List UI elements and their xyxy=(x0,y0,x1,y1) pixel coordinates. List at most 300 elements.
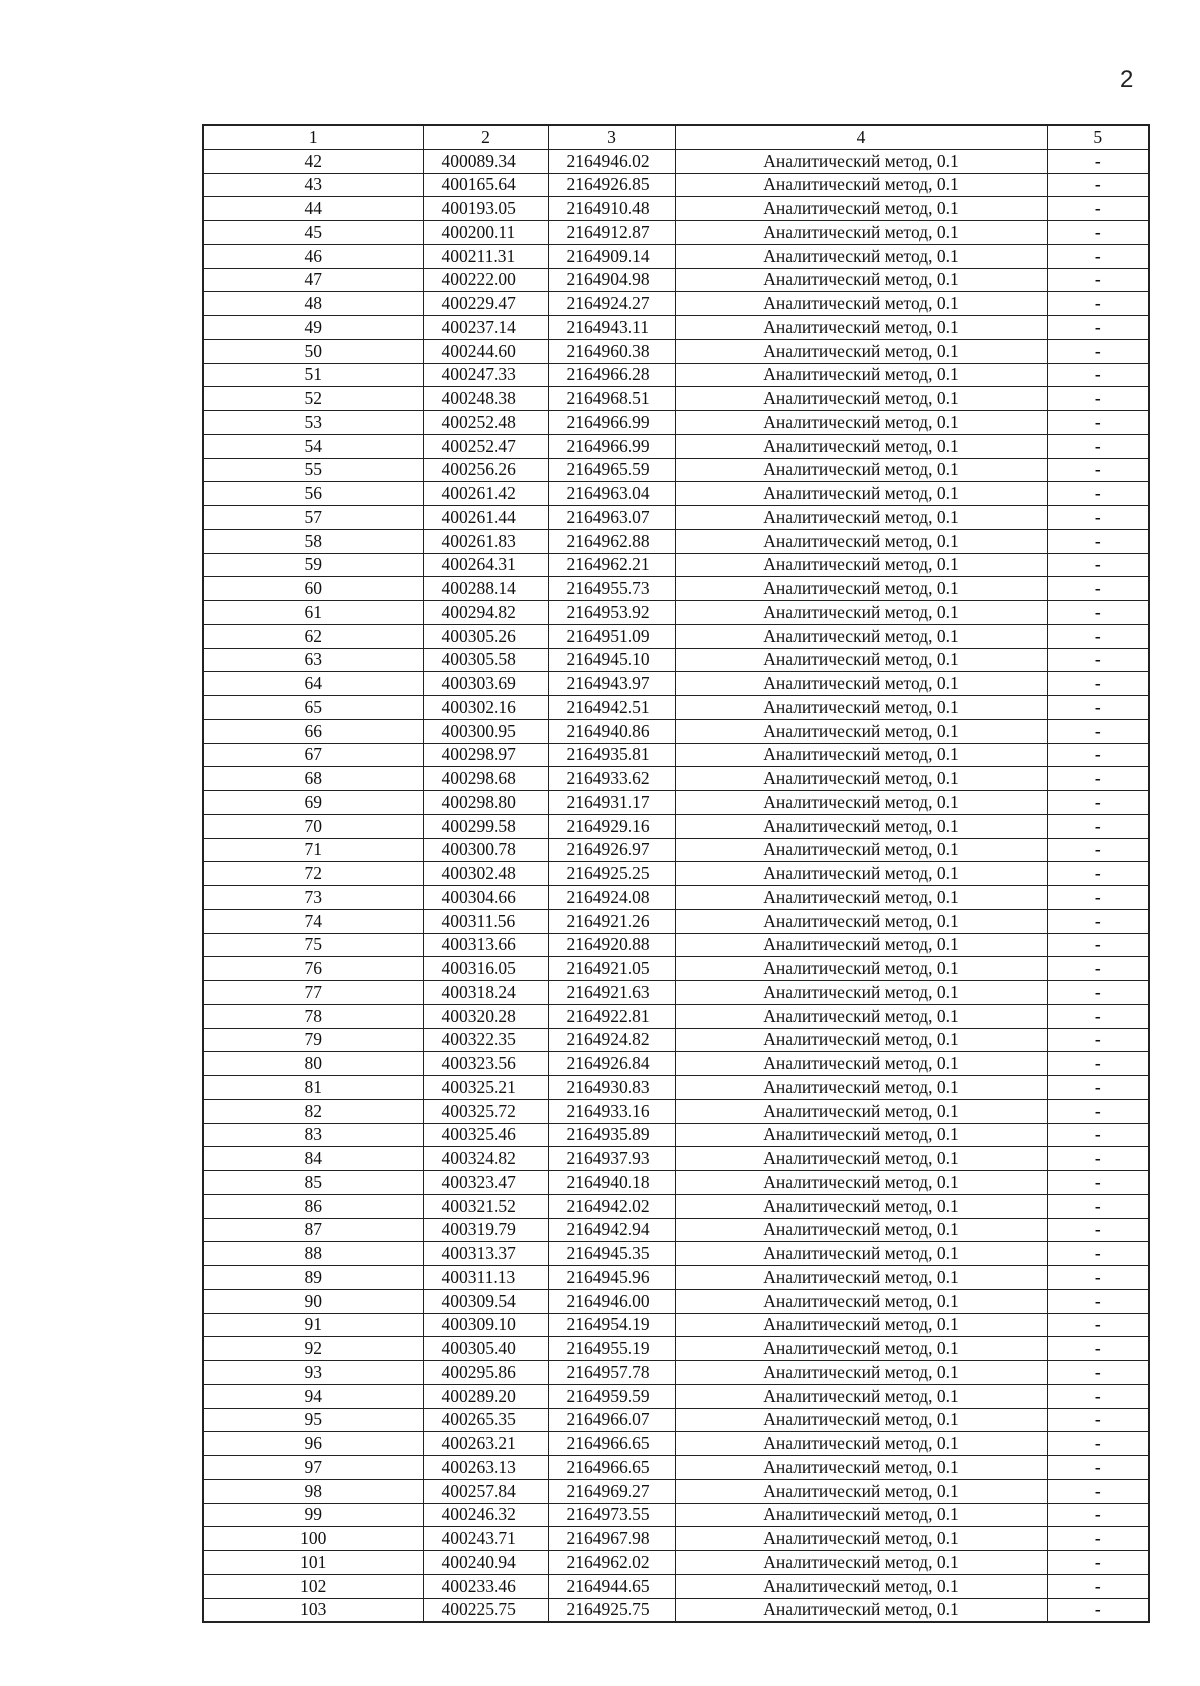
y-coordinate-cell: 2164940.18 xyxy=(548,1171,675,1195)
table-row xyxy=(203,648,1149,672)
note-cell: - xyxy=(1047,1289,1149,1313)
y-coordinate-cell: 2164921.26 xyxy=(548,909,675,933)
note-cell: - xyxy=(1047,1004,1149,1028)
y-coordinate-cell: 2164960.38 xyxy=(548,339,675,363)
point-number-cell: 64 xyxy=(203,672,423,696)
point-number-cell: 49 xyxy=(203,316,423,340)
y-coordinate-cell: 2164955.19 xyxy=(548,1337,675,1361)
x-coordinate-cell: 400324.82 xyxy=(423,1147,548,1171)
method-cell: Аналитический метод, 0.1 xyxy=(675,244,1047,268)
note-cell: - xyxy=(1047,339,1149,363)
table-row xyxy=(203,458,1149,482)
note-cell: - xyxy=(1047,648,1149,672)
point-number-cell: 62 xyxy=(203,624,423,648)
method-cell: Аналитический метод, 0.1 xyxy=(675,1456,1047,1480)
method-cell: Аналитический метод, 0.1 xyxy=(675,553,1047,577)
y-coordinate-cell: 2164933.16 xyxy=(548,1099,675,1123)
x-coordinate-cell: 400244.60 xyxy=(423,339,548,363)
column-header: 4 xyxy=(675,125,1047,149)
note-cell: - xyxy=(1047,506,1149,530)
table-row xyxy=(203,1194,1149,1218)
point-number-cell: 59 xyxy=(203,553,423,577)
point-number-cell: 46 xyxy=(203,244,423,268)
point-number-cell: 95 xyxy=(203,1408,423,1432)
x-coordinate-cell: 400313.37 xyxy=(423,1242,548,1266)
point-number-cell: 102 xyxy=(203,1574,423,1598)
y-coordinate-cell: 2164931.17 xyxy=(548,791,675,815)
y-coordinate-cell: 2164924.08 xyxy=(548,886,675,910)
y-coordinate-cell: 2164930.83 xyxy=(548,1076,675,1100)
method-cell: Аналитический метод, 0.1 xyxy=(675,814,1047,838)
x-coordinate-cell: 400222.00 xyxy=(423,268,548,292)
note-cell: - xyxy=(1047,1598,1149,1622)
y-coordinate-cell: 2164962.02 xyxy=(548,1551,675,1575)
note-cell: - xyxy=(1047,1218,1149,1242)
note-cell: - xyxy=(1047,767,1149,791)
x-coordinate-cell: 400247.33 xyxy=(423,363,548,387)
table-row xyxy=(203,1574,1149,1598)
note-cell: - xyxy=(1047,1479,1149,1503)
point-number-cell: 72 xyxy=(203,862,423,886)
point-number-cell: 58 xyxy=(203,529,423,553)
method-cell: Аналитический метод, 0.1 xyxy=(675,482,1047,506)
table-row xyxy=(203,244,1149,268)
point-number-cell: 87 xyxy=(203,1218,423,1242)
x-coordinate-cell: 400299.58 xyxy=(423,814,548,838)
method-cell: Аналитический метод, 0.1 xyxy=(675,1337,1047,1361)
note-cell: - xyxy=(1047,1551,1149,1575)
table-row xyxy=(203,506,1149,530)
point-number-cell: 76 xyxy=(203,957,423,981)
table-row xyxy=(203,672,1149,696)
point-number-cell: 90 xyxy=(203,1289,423,1313)
x-coordinate-cell: 400240.94 xyxy=(423,1551,548,1575)
method-cell: Аналитический метод, 0.1 xyxy=(675,1384,1047,1408)
note-cell: - xyxy=(1047,411,1149,435)
method-cell: Аналитический метод, 0.1 xyxy=(675,1171,1047,1195)
note-cell: - xyxy=(1047,482,1149,506)
table-row xyxy=(203,1076,1149,1100)
x-coordinate-cell: 400298.68 xyxy=(423,767,548,791)
x-coordinate-cell: 400320.28 xyxy=(423,1004,548,1028)
y-coordinate-cell: 2164921.05 xyxy=(548,957,675,981)
x-coordinate-cell: 400325.21 xyxy=(423,1076,548,1100)
y-coordinate-cell: 2164962.21 xyxy=(548,553,675,577)
table-body xyxy=(203,149,1149,1622)
point-number-cell: 55 xyxy=(203,458,423,482)
method-cell: Аналитический метод, 0.1 xyxy=(675,149,1047,173)
method-cell: Аналитический метод, 0.1 xyxy=(675,387,1047,411)
note-cell: - xyxy=(1047,387,1149,411)
y-coordinate-cell: 2164910.48 xyxy=(548,197,675,221)
table-row xyxy=(203,173,1149,197)
x-coordinate-cell: 400311.56 xyxy=(423,909,548,933)
note-cell: - xyxy=(1047,316,1149,340)
page-number: 2 xyxy=(1120,66,1134,93)
y-coordinate-cell: 2164937.93 xyxy=(548,1147,675,1171)
table-row xyxy=(203,387,1149,411)
y-coordinate-cell: 2164935.81 xyxy=(548,743,675,767)
y-coordinate-cell: 2164909.14 xyxy=(548,244,675,268)
method-cell: Аналитический метод, 0.1 xyxy=(675,316,1047,340)
y-coordinate-cell: 2164973.55 xyxy=(548,1503,675,1527)
table-row xyxy=(203,1408,1149,1432)
table-row xyxy=(203,1479,1149,1503)
table-row xyxy=(203,1337,1149,1361)
y-coordinate-cell: 2164929.16 xyxy=(548,814,675,838)
point-number-cell: 66 xyxy=(203,719,423,743)
note-cell: - xyxy=(1047,1361,1149,1385)
column-header: 1 xyxy=(203,125,423,149)
table-row xyxy=(203,719,1149,743)
point-number-cell: 45 xyxy=(203,221,423,245)
y-coordinate-cell: 2164940.86 xyxy=(548,719,675,743)
x-coordinate-cell: 400261.44 xyxy=(423,506,548,530)
note-cell: - xyxy=(1047,1456,1149,1480)
note-cell: - xyxy=(1047,743,1149,767)
y-coordinate-cell: 2164963.04 xyxy=(548,482,675,506)
x-coordinate-cell: 400261.42 xyxy=(423,482,548,506)
table-row xyxy=(203,1218,1149,1242)
table-row xyxy=(203,339,1149,363)
y-coordinate-cell: 2164966.28 xyxy=(548,363,675,387)
table-row xyxy=(203,149,1149,173)
point-number-cell: 70 xyxy=(203,814,423,838)
note-cell: - xyxy=(1047,862,1149,886)
table-row xyxy=(203,1551,1149,1575)
point-number-cell: 52 xyxy=(203,387,423,411)
table-row xyxy=(203,577,1149,601)
method-cell: Аналитический метод, 0.1 xyxy=(675,743,1047,767)
point-number-cell: 81 xyxy=(203,1076,423,1100)
y-coordinate-cell: 2164942.94 xyxy=(548,1218,675,1242)
x-coordinate-cell: 400243.71 xyxy=(423,1527,548,1551)
note-cell: - xyxy=(1047,1266,1149,1290)
table-row xyxy=(203,1171,1149,1195)
method-cell: Аналитический метод, 0.1 xyxy=(675,173,1047,197)
point-number-cell: 43 xyxy=(203,173,423,197)
y-coordinate-cell: 2164966.07 xyxy=(548,1408,675,1432)
y-coordinate-cell: 2164921.63 xyxy=(548,981,675,1005)
method-cell: Аналитический метод, 0.1 xyxy=(675,1503,1047,1527)
method-cell: Аналитический метод, 0.1 xyxy=(675,434,1047,458)
x-coordinate-cell: 400265.35 xyxy=(423,1408,548,1432)
point-number-cell: 77 xyxy=(203,981,423,1005)
x-coordinate-cell: 400263.13 xyxy=(423,1456,548,1480)
table-row xyxy=(203,482,1149,506)
method-cell: Аналитический метод, 0.1 xyxy=(675,292,1047,316)
point-number-cell: 42 xyxy=(203,149,423,173)
table-header-row xyxy=(203,125,1149,149)
point-number-cell: 73 xyxy=(203,886,423,910)
method-cell: Аналитический метод, 0.1 xyxy=(675,601,1047,625)
method-cell: Аналитический метод, 0.1 xyxy=(675,458,1047,482)
x-coordinate-cell: 400257.84 xyxy=(423,1479,548,1503)
note-cell: - xyxy=(1047,838,1149,862)
point-number-cell: 47 xyxy=(203,268,423,292)
y-coordinate-cell: 2164926.97 xyxy=(548,838,675,862)
x-coordinate-cell: 400305.58 xyxy=(423,648,548,672)
table-row xyxy=(203,1456,1149,1480)
x-coordinate-cell: 400248.38 xyxy=(423,387,548,411)
x-coordinate-cell: 400322.35 xyxy=(423,1028,548,1052)
table-row xyxy=(203,624,1149,648)
point-number-cell: 103 xyxy=(203,1598,423,1622)
column-header: 2 xyxy=(423,125,548,149)
y-coordinate-cell: 2164912.87 xyxy=(548,221,675,245)
note-cell: - xyxy=(1047,173,1149,197)
x-coordinate-cell: 400289.20 xyxy=(423,1384,548,1408)
y-coordinate-cell: 2164943.97 xyxy=(548,672,675,696)
method-cell: Аналитический метод, 0.1 xyxy=(675,838,1047,862)
method-cell: Аналитический метод, 0.1 xyxy=(675,221,1047,245)
note-cell: - xyxy=(1047,553,1149,577)
y-coordinate-cell: 2164957.78 xyxy=(548,1361,675,1385)
method-cell: Аналитический метод, 0.1 xyxy=(675,1004,1047,1028)
table-row xyxy=(203,1313,1149,1337)
point-number-cell: 79 xyxy=(203,1028,423,1052)
table-row xyxy=(203,316,1149,340)
method-cell: Аналитический метод, 0.1 xyxy=(675,1313,1047,1337)
method-cell: Аналитический метод, 0.1 xyxy=(675,1289,1047,1313)
y-coordinate-cell: 2164925.75 xyxy=(548,1598,675,1622)
point-number-cell: 65 xyxy=(203,696,423,720)
x-coordinate-cell: 400309.10 xyxy=(423,1313,548,1337)
x-coordinate-cell: 400165.64 xyxy=(423,173,548,197)
point-number-cell: 93 xyxy=(203,1361,423,1385)
point-number-cell: 63 xyxy=(203,648,423,672)
table-row xyxy=(203,1242,1149,1266)
y-coordinate-cell: 2164967.98 xyxy=(548,1527,675,1551)
x-coordinate-cell: 400256.26 xyxy=(423,458,548,482)
note-cell: - xyxy=(1047,933,1149,957)
x-coordinate-cell: 400318.24 xyxy=(423,981,548,1005)
point-number-cell: 67 xyxy=(203,743,423,767)
note-cell: - xyxy=(1047,577,1149,601)
y-coordinate-cell: 2164962.88 xyxy=(548,529,675,553)
x-coordinate-cell: 400193.05 xyxy=(423,197,548,221)
point-number-cell: 60 xyxy=(203,577,423,601)
y-coordinate-cell: 2164945.35 xyxy=(548,1242,675,1266)
point-number-cell: 92 xyxy=(203,1337,423,1361)
y-coordinate-cell: 2164942.02 xyxy=(548,1194,675,1218)
table-row xyxy=(203,1289,1149,1313)
x-coordinate-cell: 400302.48 xyxy=(423,862,548,886)
note-cell: - xyxy=(1047,1384,1149,1408)
point-number-cell: 68 xyxy=(203,767,423,791)
table-row xyxy=(203,221,1149,245)
method-cell: Аналитический метод, 0.1 xyxy=(675,1242,1047,1266)
y-coordinate-cell: 2164924.82 xyxy=(548,1028,675,1052)
x-coordinate-cell: 400303.69 xyxy=(423,672,548,696)
x-coordinate-cell: 400298.97 xyxy=(423,743,548,767)
table-row xyxy=(203,1123,1149,1147)
note-cell: - xyxy=(1047,909,1149,933)
point-number-cell: 53 xyxy=(203,411,423,435)
method-cell: Аналитический метод, 0.1 xyxy=(675,1574,1047,1598)
note-cell: - xyxy=(1047,791,1149,815)
x-coordinate-cell: 400294.82 xyxy=(423,601,548,625)
method-cell: Аналитический метод, 0.1 xyxy=(675,672,1047,696)
table-row xyxy=(203,838,1149,862)
method-cell: Аналитический метод, 0.1 xyxy=(675,1218,1047,1242)
note-cell: - xyxy=(1047,529,1149,553)
table-row xyxy=(203,1598,1149,1622)
y-coordinate-cell: 2164966.99 xyxy=(548,434,675,458)
method-cell: Аналитический метод, 0.1 xyxy=(675,624,1047,648)
point-number-cell: 48 xyxy=(203,292,423,316)
table-row xyxy=(203,1052,1149,1076)
x-coordinate-cell: 400252.47 xyxy=(423,434,548,458)
table-row xyxy=(203,1004,1149,1028)
y-coordinate-cell: 2164954.19 xyxy=(548,1313,675,1337)
point-number-cell: 56 xyxy=(203,482,423,506)
x-coordinate-cell: 400211.31 xyxy=(423,244,548,268)
table-row xyxy=(203,886,1149,910)
method-cell: Аналитический метод, 0.1 xyxy=(675,1408,1047,1432)
table-row xyxy=(203,197,1149,221)
point-number-cell: 69 xyxy=(203,791,423,815)
x-coordinate-cell: 400309.54 xyxy=(423,1289,548,1313)
note-cell: - xyxy=(1047,1408,1149,1432)
table-row xyxy=(203,268,1149,292)
method-cell: Аналитический метод, 0.1 xyxy=(675,1123,1047,1147)
x-coordinate-cell: 400264.31 xyxy=(423,553,548,577)
table-row xyxy=(203,1527,1149,1551)
y-coordinate-cell: 2164951.09 xyxy=(548,624,675,648)
y-coordinate-cell: 2164935.89 xyxy=(548,1123,675,1147)
y-coordinate-cell: 2164942.51 xyxy=(548,696,675,720)
x-coordinate-cell: 400263.21 xyxy=(423,1432,548,1456)
table-row xyxy=(203,957,1149,981)
note-cell: - xyxy=(1047,957,1149,981)
method-cell: Аналитический метод, 0.1 xyxy=(675,957,1047,981)
table-row xyxy=(203,601,1149,625)
x-coordinate-cell: 400304.66 xyxy=(423,886,548,910)
table-row xyxy=(203,411,1149,435)
point-number-cell: 101 xyxy=(203,1551,423,1575)
table-row xyxy=(203,1384,1149,1408)
point-number-cell: 71 xyxy=(203,838,423,862)
method-cell: Аналитический метод, 0.1 xyxy=(675,1028,1047,1052)
point-number-cell: 83 xyxy=(203,1123,423,1147)
y-coordinate-cell: 2164926.85 xyxy=(548,173,675,197)
note-cell: - xyxy=(1047,1503,1149,1527)
x-coordinate-cell: 400300.78 xyxy=(423,838,548,862)
table-row xyxy=(203,1503,1149,1527)
method-cell: Аналитический метод, 0.1 xyxy=(675,411,1047,435)
note-cell: - xyxy=(1047,149,1149,173)
point-number-cell: 99 xyxy=(203,1503,423,1527)
y-coordinate-cell: 2164945.96 xyxy=(548,1266,675,1290)
note-cell: - xyxy=(1047,1242,1149,1266)
method-cell: Аналитический метод, 0.1 xyxy=(675,1194,1047,1218)
point-number-cell: 44 xyxy=(203,197,423,221)
method-cell: Аналитический метод, 0.1 xyxy=(675,862,1047,886)
table-row xyxy=(203,767,1149,791)
point-number-cell: 88 xyxy=(203,1242,423,1266)
method-cell: Аналитический метод, 0.1 xyxy=(675,1479,1047,1503)
method-cell: Аналитический метод, 0.1 xyxy=(675,1266,1047,1290)
point-number-cell: 57 xyxy=(203,506,423,530)
point-number-cell: 85 xyxy=(203,1171,423,1195)
point-number-cell: 98 xyxy=(203,1479,423,1503)
y-coordinate-cell: 2164933.62 xyxy=(548,767,675,791)
note-cell: - xyxy=(1047,1028,1149,1052)
x-coordinate-cell: 400313.66 xyxy=(423,933,548,957)
x-coordinate-cell: 400261.83 xyxy=(423,529,548,553)
point-number-cell: 61 xyxy=(203,601,423,625)
note-cell: - xyxy=(1047,1099,1149,1123)
note-cell: - xyxy=(1047,1171,1149,1195)
method-cell: Аналитический метод, 0.1 xyxy=(675,767,1047,791)
y-coordinate-cell: 2164969.27 xyxy=(548,1479,675,1503)
y-coordinate-cell: 2164943.11 xyxy=(548,316,675,340)
x-coordinate-cell: 400295.86 xyxy=(423,1361,548,1385)
x-coordinate-cell: 400298.80 xyxy=(423,791,548,815)
table-row xyxy=(203,1266,1149,1290)
table-row xyxy=(203,553,1149,577)
y-coordinate-cell: 2164959.59 xyxy=(548,1384,675,1408)
method-cell: Аналитический метод, 0.1 xyxy=(675,1147,1047,1171)
note-cell: - xyxy=(1047,1194,1149,1218)
x-coordinate-cell: 400305.40 xyxy=(423,1337,548,1361)
note-cell: - xyxy=(1047,981,1149,1005)
y-coordinate-cell: 2164968.51 xyxy=(548,387,675,411)
x-coordinate-cell: 400311.13 xyxy=(423,1266,548,1290)
method-cell: Аналитический метод, 0.1 xyxy=(675,1361,1047,1385)
point-number-cell: 82 xyxy=(203,1099,423,1123)
table-row xyxy=(203,909,1149,933)
note-cell: - xyxy=(1047,624,1149,648)
note-cell: - xyxy=(1047,197,1149,221)
y-coordinate-cell: 2164920.88 xyxy=(548,933,675,957)
method-cell: Аналитический метод, 0.1 xyxy=(675,1527,1047,1551)
note-cell: - xyxy=(1047,1574,1149,1598)
table-row xyxy=(203,363,1149,387)
y-coordinate-cell: 2164966.65 xyxy=(548,1456,675,1480)
x-coordinate-cell: 400325.46 xyxy=(423,1123,548,1147)
table-row xyxy=(203,1099,1149,1123)
y-coordinate-cell: 2164924.27 xyxy=(548,292,675,316)
y-coordinate-cell: 2164946.00 xyxy=(548,1289,675,1313)
point-number-cell: 78 xyxy=(203,1004,423,1028)
table-row xyxy=(203,1432,1149,1456)
y-coordinate-cell: 2164953.92 xyxy=(548,601,675,625)
y-coordinate-cell: 2164966.99 xyxy=(548,411,675,435)
method-cell: Аналитический метод, 0.1 xyxy=(675,981,1047,1005)
x-coordinate-cell: 400325.72 xyxy=(423,1099,548,1123)
note-cell: - xyxy=(1047,672,1149,696)
note-cell: - xyxy=(1047,434,1149,458)
point-number-cell: 54 xyxy=(203,434,423,458)
x-coordinate-cell: 400233.46 xyxy=(423,1574,548,1598)
x-coordinate-cell: 400237.14 xyxy=(423,316,548,340)
note-cell: - xyxy=(1047,1052,1149,1076)
note-cell: - xyxy=(1047,458,1149,482)
x-coordinate-cell: 400229.47 xyxy=(423,292,548,316)
point-number-cell: 94 xyxy=(203,1384,423,1408)
table-row xyxy=(203,529,1149,553)
table-row xyxy=(203,862,1149,886)
point-number-cell: 97 xyxy=(203,1456,423,1480)
note-cell: - xyxy=(1047,1147,1149,1171)
point-number-cell: 91 xyxy=(203,1313,423,1337)
y-coordinate-cell: 2164922.81 xyxy=(548,1004,675,1028)
point-number-cell: 96 xyxy=(203,1432,423,1456)
column-header: 5 xyxy=(1047,125,1149,149)
method-cell: Аналитический метод, 0.1 xyxy=(675,791,1047,815)
